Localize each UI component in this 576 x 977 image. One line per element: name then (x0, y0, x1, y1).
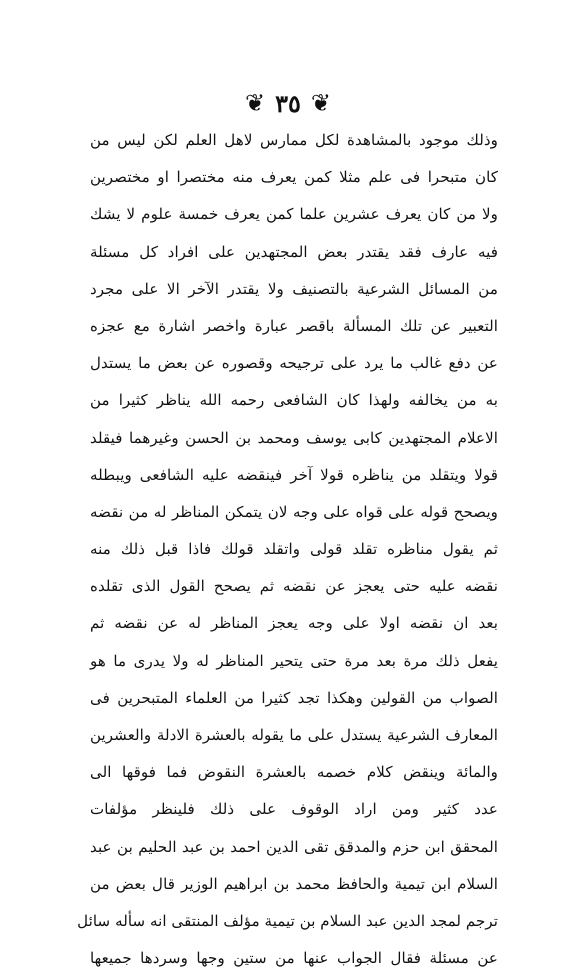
text-line: عدد كثير ومن اراد الوقوف على ذلك فلينظر مؤلفات (90, 800, 498, 819)
text-line: الصواب من القولين وهكذا تجد كثيرا من العلماء المتبحرين فى (90, 688, 498, 707)
text-line: السلام ابن تيمية والحافظ محمد بن ابراهيم الوزير قال بعض من (90, 874, 498, 893)
body-text (77, 122, 498, 977)
text-line: نقضه عليه حتى يعجز عن نقضه ثم يصحح القول الذى تقلده (90, 577, 498, 596)
text-line: عن مسئلة فقال الجواب عنها من ستين وجها وسردها جميعها (90, 949, 498, 968)
text-line: به من يخالفه ولهذا كان الشافعى رحمه الله يناظر كثيرا من (90, 391, 498, 410)
left-ornament-icon: ❦ (245, 89, 266, 117)
text-line: عن دفع غالب ما يرد على ترجيحه وقصوره عن بعض ما يستدل (90, 354, 498, 373)
text-line: ويصحح قوله على قواه على وجه لان يتمكن المناظر له من نقضه (90, 502, 498, 521)
text-line: يفعل ذلك مرة بعد مرة حتى يتحير المناظر له ولا يدرى ما هو (90, 651, 498, 670)
text-line: وذلك موجود بالمشاهدة لكل ممارس لاهل العلم لكن ليس من (90, 131, 498, 149)
text-line: الاعلام المجتهدين كابى يوسف ومحمد بن الحسن وغيرهما فيقلد (90, 428, 498, 447)
text-line: ولا من كان يعرف عشرين علما كمن يعرف خمسة علوم لا يشك (90, 205, 498, 224)
text-line: ثم يقول مناظره تقلد قولى واتقلد قولك فاذا قبل ذلك منه (90, 540, 498, 559)
page-number: ٣٥ (275, 88, 301, 118)
text-line: بعد ان نقضه اولا على وجه يعجز المناظر له عن نقضه ثم (90, 614, 498, 633)
page-header (0, 84, 576, 122)
text-line: من المسائل الشرعية بالتصنيف ولا يقتدر الآخر الا على مجرد (90, 279, 498, 298)
text-line: التعبير عن تلك المسألة باقصر عبارة واخصر اشارة مع عجزه (90, 316, 498, 335)
text-line: فيه عارف فقد يقتدر بعض المجتهدين على افراد كل مسئلة (90, 242, 498, 261)
text-line: قولا ويتقلد من يناظره قولا آخر فينقضه عليه الشافعى ويبطله (90, 465, 498, 484)
text-line: المعارف الشرعية يستدل على ما يقوله بالعشرة الادلة والعشرين (90, 726, 498, 744)
text-line: ترجم لمجد الدين عبد السلام بن تيمية مؤلف المنتقى انه سأله سائل (77, 911, 498, 930)
text-line: كان متبحرا فى علم مثلا كمن يعرف منه مختصرا او مختصرين (90, 168, 498, 187)
text-line: والمائة وينقض كلام خصمه بالعشرة النقوض فما فوقها الى (90, 763, 498, 782)
right-ornament-icon: ❦ (310, 89, 331, 117)
text-line: المحقق ابن حزم والمدقق تقى الدين احمد بن عبد الحليم بن عبد (90, 837, 498, 856)
